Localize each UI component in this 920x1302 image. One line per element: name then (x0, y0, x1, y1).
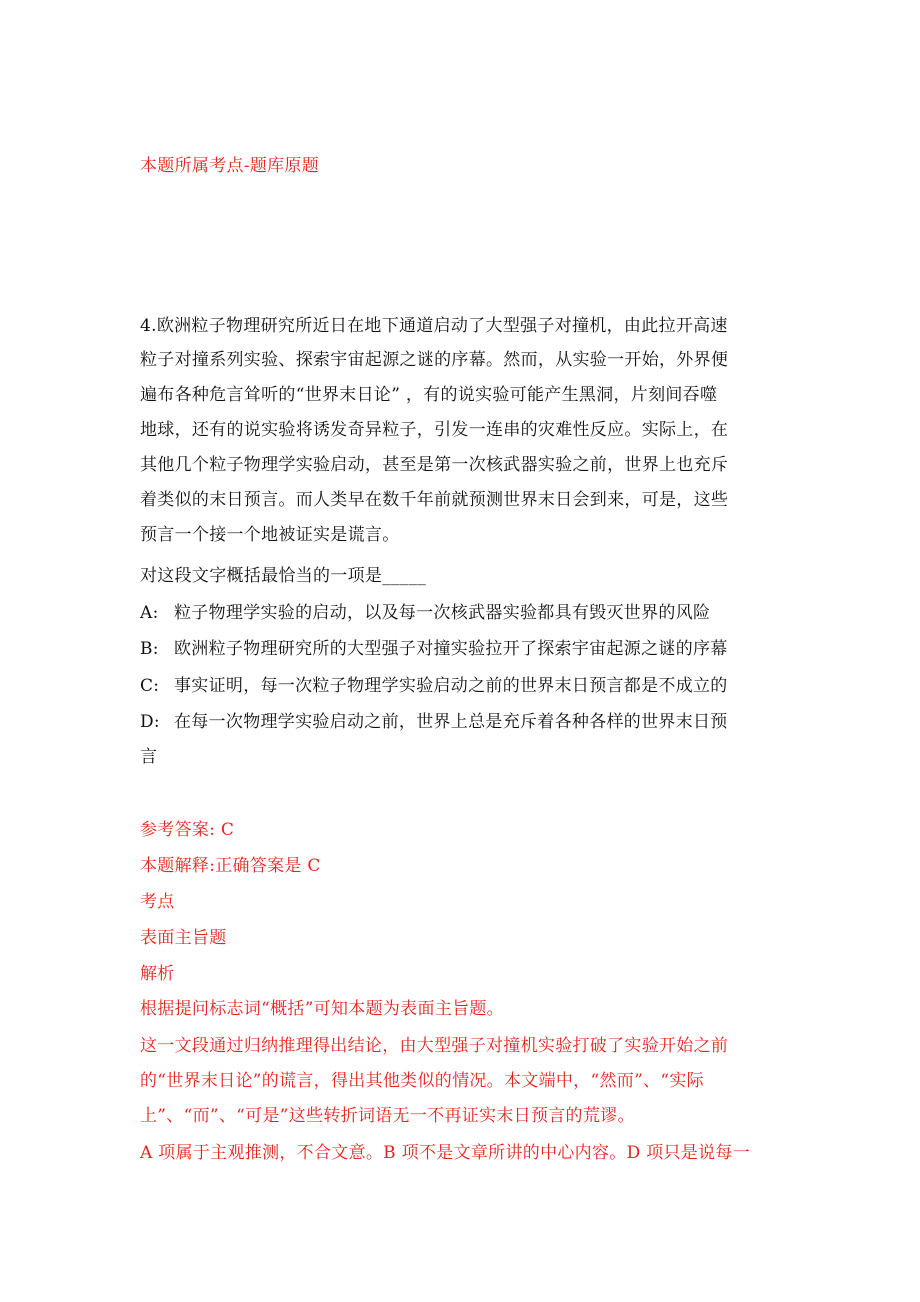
passage-line-7: 预言一个接一个地被证实是谎言。 (140, 525, 400, 545)
option-d-continuation: 言 (140, 747, 158, 767)
analysis-line-4: 上”、“而”、“可是”这些转折词语无一不再证实末日预言的荒谬。 (140, 1106, 635, 1126)
option-c-label: C: (140, 676, 160, 696)
analysis-line-2: 这一文段通过归纳推理得出结论，由大型强子对撞机实验打破了实验开始之前 (140, 1036, 729, 1056)
passage-line-4: 地球，还有的说实验将诱发奇异粒子，引发一连串的灾难性反应。实际上，在 (140, 420, 729, 440)
explanation-header: 本题解释:正确答案是 C (140, 856, 321, 876)
option-b (140, 637, 780, 661)
question-prompt: 对这段文字概括最恰当的一项是_____ (140, 566, 427, 586)
analysis-line-5: A 项属于主观推测，不合文意。B 项不是文章所讲的中心内容。D 项只是说每一 (140, 1143, 751, 1163)
option-d-text: 在每一次物理学实验启动之前，世界上总是充斥着各种各样的世界末日预 (174, 712, 728, 732)
option-d-label: D: (140, 712, 160, 732)
kaodian-label: 考点 (140, 892, 175, 912)
option-c-text: 事实证明，每一次粒子物理学实验启动之前的世界末日预言都是不成立的 (174, 676, 728, 696)
passage-line-5: 其他几个粒子物理学实验启动，甚至是第一次核武器实验之前，世界上也充斥 (140, 455, 729, 475)
reference-answer: 参考答案: C (140, 820, 235, 840)
option-b-label: B: (140, 639, 159, 659)
option-c (140, 674, 780, 698)
analysis-line-3: 的“世界末日论”的谎言，得出其他类似的情况。本文端中，“然而”、“实际 (140, 1071, 704, 1091)
source-label: 本题所属考点-题库原题 (140, 156, 320, 176)
option-a-label: A: (140, 603, 159, 623)
passage-line-3: 遍布各种危言耸听的“世界末日论” ，有的说实验可能产生黑洞，片刻间吞噬 (140, 385, 718, 405)
option-a-text: 粒子物理学实验的启动，以及每一次核武器实验都具有毁灭世界的风险 (174, 603, 711, 623)
option-d (140, 710, 780, 734)
analysis-line-1: 根据提问标志词“概括”可知本题为表面主旨题。 (140, 999, 504, 1019)
passage-line-2: 粒子对撞系列实验、探索宇宙起源之谜的序幕。然而，从实验一开始，外界便 (140, 350, 729, 370)
option-a (140, 601, 780, 625)
jiexi-label: 解析 (140, 964, 175, 984)
option-b-text: 欧洲粒子物理研究所的大型强子对撞实验拉开了探索宇宙起源之谜的序幕 (174, 639, 728, 659)
kaodian-value: 表面主旨题 (140, 928, 227, 948)
passage-line-6: 着类似的末日预言。而人类早在数千年前就预测世界末日会到来，可是，这些 (140, 490, 729, 510)
passage-line-1: 4.欧洲粒子物理研究所近日在地下通道启动了大型强子对撞机，由此拉开高速 (140, 316, 728, 336)
